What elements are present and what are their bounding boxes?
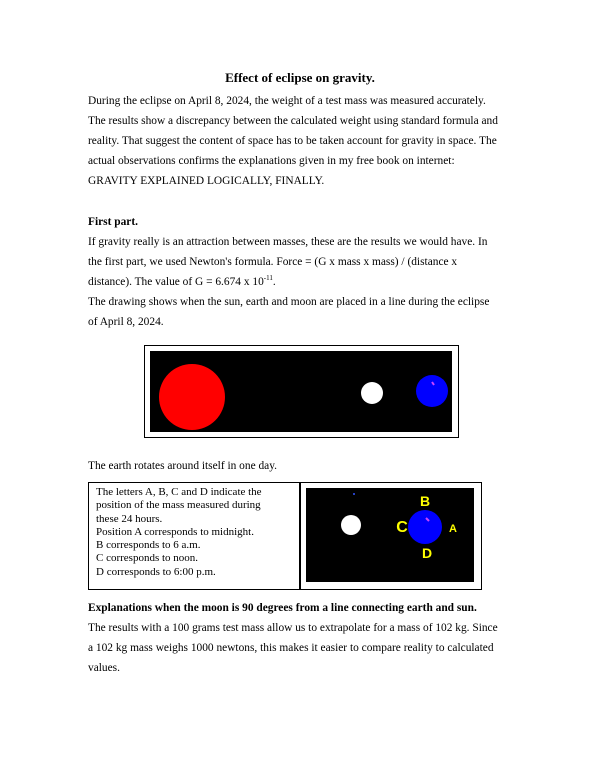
text-line: Position A corresponds to midnight. (96, 525, 254, 538)
text-line: position of the mass measured during (96, 499, 261, 512)
text-line: The results show a discrepancy between the calculated weight using standard formula and (88, 115, 498, 127)
earth-icon (416, 375, 448, 407)
explanations-section (88, 598, 518, 678)
rotation-positions-figure (300, 482, 482, 590)
space-background (150, 351, 452, 432)
exponent: -11 (263, 274, 273, 283)
label-b: B (419, 493, 431, 509)
intro-paragraph (88, 91, 518, 191)
star-dot (353, 493, 355, 495)
text-line: GRAVITY EXPLAINED LOGICALLY, FINALLY. (88, 175, 325, 187)
label-a: A (449, 523, 457, 535)
text-line: the first part, we used Newton's formula. Force = (G x mass x mass) / (distance x (88, 256, 458, 268)
label-c: C (396, 519, 408, 536)
rotation-diagram (306, 488, 474, 582)
g-value-line: distance). The value of G = 6.674 x $10^{-11}$. (88, 274, 276, 288)
eclipse-alignment-figure (144, 345, 459, 438)
text-line: D corresponds to 6:00 p.m. (96, 565, 216, 578)
text-line: The drawing shows when the sun, earth and moon are placed in a line during the eclipse (88, 296, 490, 308)
moon-icon (361, 382, 383, 404)
text-line: C corresponds to noon. (96, 552, 199, 565)
sun-icon (159, 364, 225, 430)
text-line: B corresponds to 6 a.m. (96, 539, 201, 552)
text-line: a 102 kg mass weighs 1000 newtons, this makes it easier to compare reality to calculated (88, 642, 494, 654)
page-title: Effect of eclipse on gravity. (225, 70, 375, 85)
text-line: of April 8, 2024. (88, 316, 164, 328)
space-background (306, 488, 474, 582)
text-line: these 24 hours. (96, 512, 163, 525)
label-d: D (421, 545, 433, 561)
text-line: values. (88, 662, 120, 674)
text-line: reality. That suggest the content of space has to be taken account for gravity in space. The (88, 135, 497, 147)
section-heading: Explanations when the moon is 90 degrees from a line connecting earth and sun. (88, 602, 477, 614)
text-line: During the eclipse on April 8, 2024, the weight of a test mass was measured accurately. (88, 95, 486, 107)
moon-icon (341, 515, 361, 535)
section-heading: First part. (88, 216, 138, 228)
rotation-text: The earth rotates around itself in one day. (88, 460, 278, 472)
text-line: The letters A, B, C and D indicate the (96, 486, 262, 498)
earth-icon (408, 510, 442, 544)
first-part-section (88, 212, 518, 332)
text-line: The results with a 100 grams test mass allow us to extrapolate for a mass of 102 kg. Since (88, 622, 498, 634)
alignment-diagram (150, 351, 452, 432)
text-line: If gravity really is an attraction between masses, these are the results we would have. In (88, 236, 488, 248)
text-line: actual observations confirms the explanations given in my free book on internet: (88, 155, 455, 167)
positions-textbox (88, 482, 300, 590)
